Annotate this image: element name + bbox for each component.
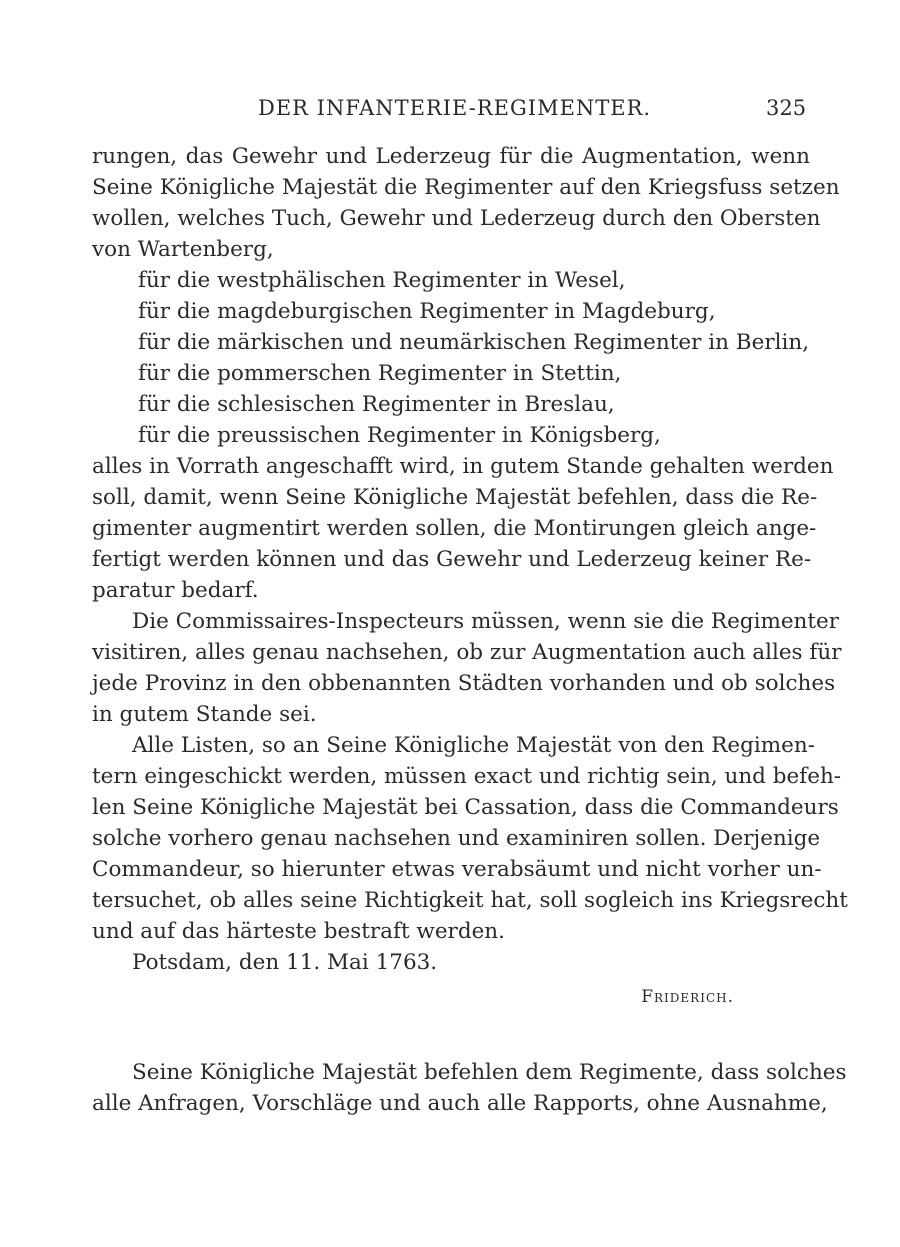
text-line: paratur bedarf. — [92, 578, 259, 603]
text-line: tersuchet, ob alles seine Richtigkeit hat, soll sogleich ins Kriegsrecht — [92, 888, 848, 913]
list-item: für die märkischen und neumärkischen Regimenter in Berlin, — [138, 330, 810, 355]
paragraph-3 — [92, 606, 842, 730]
text-line: Seine Königliche Majestät die Regimenter auf den Kriegsfuss setzen — [92, 175, 840, 200]
list-item: für die schlesischen Regimenter in Breslau, — [138, 392, 615, 417]
paragraph-2 — [92, 451, 834, 606]
text-line: visitiren, alles genau nachsehen, ob zur Augmentation auch alles für — [92, 640, 842, 665]
text-line: gimenter augmentirt werden sollen, die Montirungen gleich ange- — [92, 516, 817, 541]
body-text — [92, 141, 848, 1119]
text-line: alle Anfragen, Vorschläge und auch alle Rapports, ohne Ausnahme, — [92, 1091, 828, 1116]
text-line: Commandeur, so hierunter etwas verabsäumt und nicht vorher un- — [92, 857, 822, 882]
list-item: für die pommerschen Regimenter in Stettin, — [138, 361, 622, 386]
text-line: und auf das härteste bestraft werden. — [92, 919, 505, 944]
paragraph-1 — [92, 141, 840, 265]
page-header — [0, 96, 900, 130]
paragraph-4 — [92, 730, 848, 947]
text-line: alles in Vorrath angeschafft wird, in gutem Stande gehalten werden — [92, 454, 834, 479]
text-line: fertigt werden können und das Gewehr und Lederzeug keiner Re- — [92, 547, 812, 572]
text-line: soll, damit, wenn Seine Königliche Majestät befehlen, dass die Re- — [92, 485, 818, 510]
city-list — [92, 265, 810, 451]
text-line: jede Provinz in den obbenannten Städten vorhanden und ob solches — [92, 671, 836, 696]
text-line: len Seine Königliche Majestät bei Cassation, dass die Commandeurs — [92, 795, 839, 820]
text-line: in gutem Stande sei. — [92, 702, 317, 727]
signature: Friderich. — [641, 987, 734, 1007]
text-line: Die Commissaires-Inspecteurs müssen, wenn sie die Regimenter — [132, 609, 840, 634]
list-item: für die magdeburgischen Regimenter in Magdeburg, — [138, 299, 716, 324]
list-item: für die westphälischen Regimenter in Wesel, — [138, 268, 626, 293]
list-item: für die preussischen Regimenter in Königsberg, — [138, 423, 661, 448]
text-line: solche vorhero genau nachsehen und examiniren sollen. Derjenige — [92, 826, 821, 851]
text-line: wollen, welches Tuch, Gewehr und Lederzeug durch den Obersten — [92, 206, 821, 231]
paragraph-5 — [92, 1057, 847, 1119]
date-line: Potsdam, den 11. Mai 1763. — [132, 950, 438, 975]
text-line: von Wartenberg, — [92, 237, 274, 262]
section-gap — [92, 1013, 810, 1057]
text-line: rungen, das Gewehr und Lederzeug für die Augmentation, wenn — [92, 144, 810, 169]
page-number: 325 — [766, 96, 807, 120]
text-line: tern eingeschickt werden, müssen exact und richtig sein, und befeh- — [92, 764, 842, 789]
text-line: Alle Listen, so an Seine Königliche Majestät von den Regimen- — [132, 733, 815, 758]
text-line: Seine Königliche Majestät befehlen dem Regimente, dass solches — [132, 1060, 847, 1085]
running-title: DER INFANTERIE-REGIMENTER. — [258, 96, 652, 120]
